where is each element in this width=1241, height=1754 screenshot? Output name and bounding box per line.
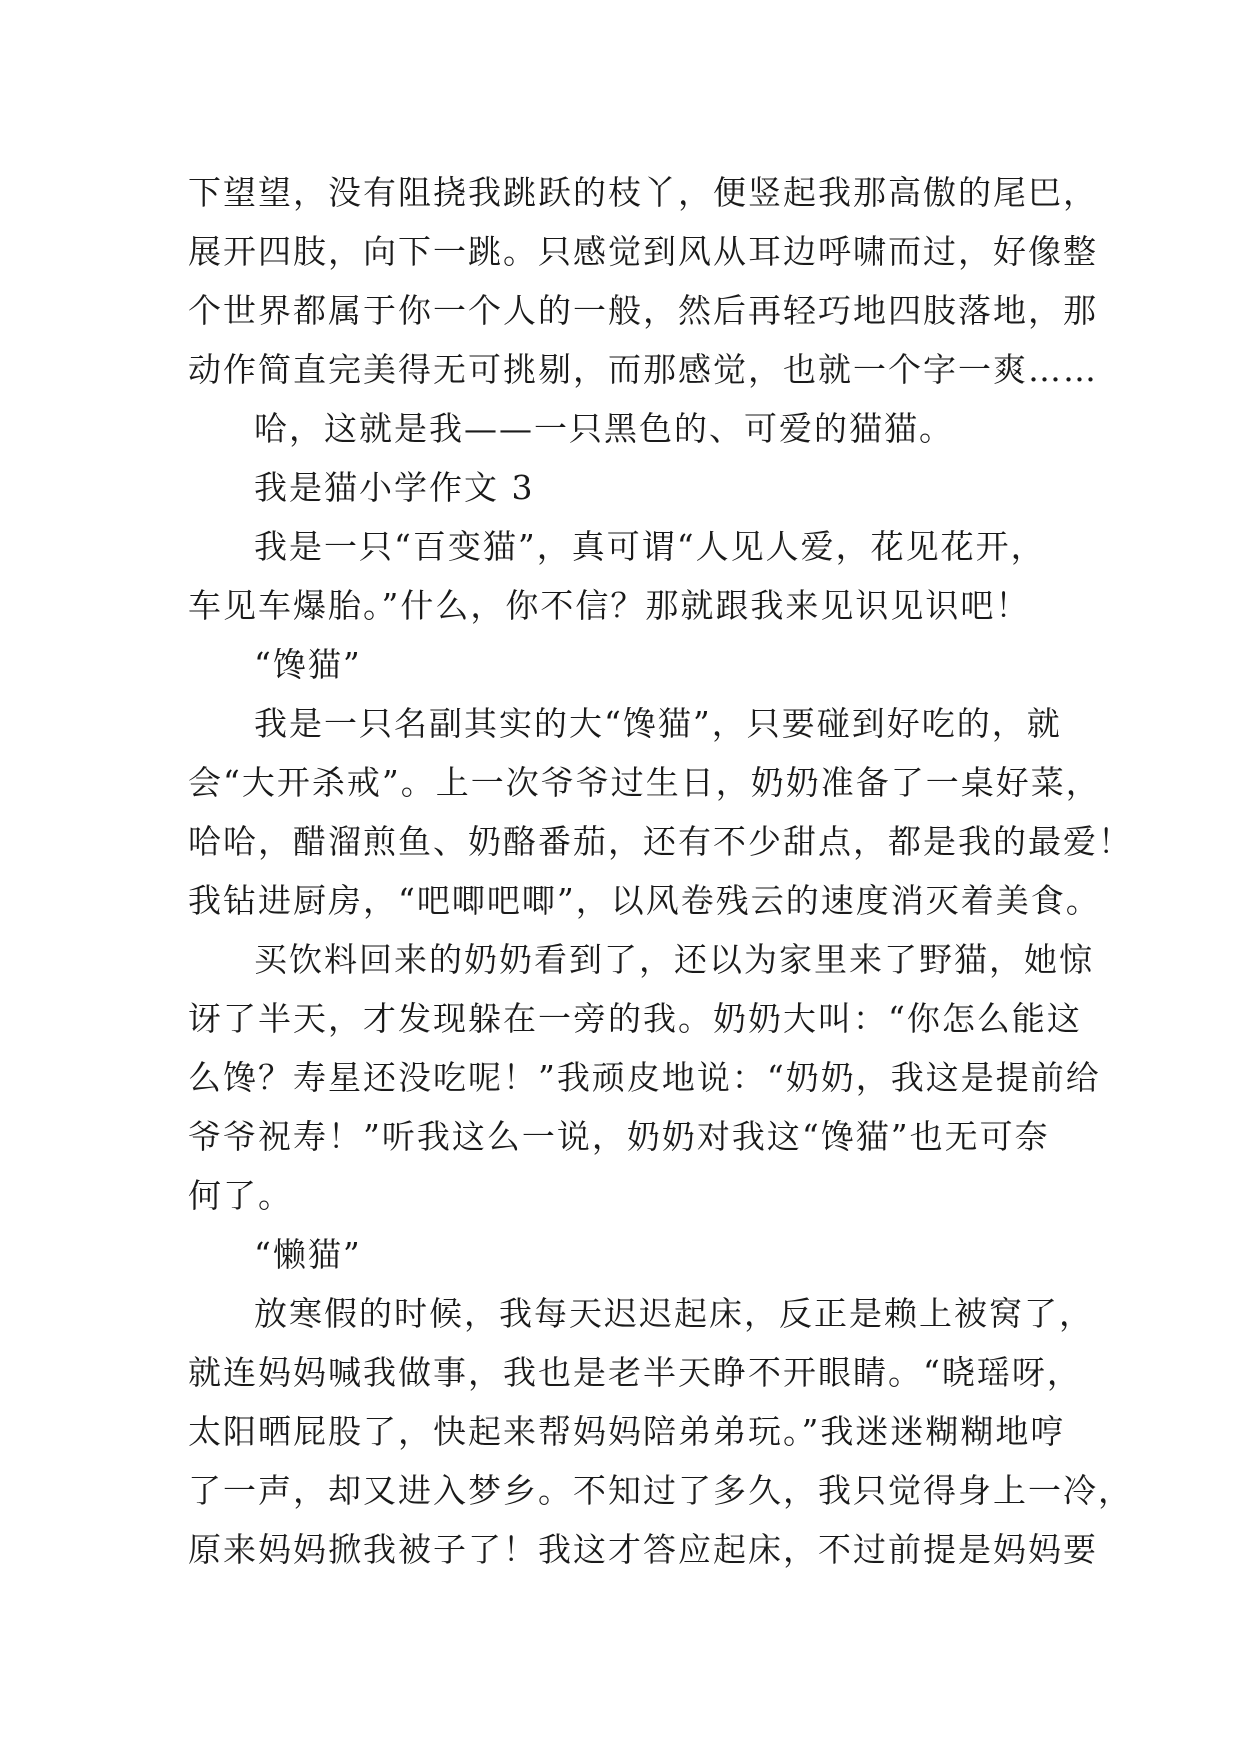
text-line: 动作简直完美得无可挑剔，而那感觉，也就一个字一爽…… bbox=[188, 350, 1098, 389]
text-line: 我是一只“百变猫”，真可谓“人见人爱，花见花开， bbox=[254, 527, 1046, 566]
text-line: 爷爷祝寿！”听我这么一说，奶奶对我这“馋猫”也无可奈 bbox=[188, 1117, 1050, 1156]
text-line: 哈哈，醋溜煎鱼、奶酪番茄，还有不少甜点，都是我的最爱！ bbox=[188, 822, 1133, 861]
essay-text bbox=[188, 163, 1133, 1579]
text-line: 我是一只名副其实的大“馋猫”，只要碰到好吃的，就 bbox=[254, 704, 1062, 743]
text-line: 太阳晒屁股了，快起来帮妈妈陪弟弟玩。”我迷迷糊糊地哼 bbox=[188, 1412, 1066, 1451]
text-line: 我钻进厨房，“吧唧吧唧”，以风卷残云的速度消灭着美食。 bbox=[188, 881, 1101, 920]
text-line: 哈，这就是我——一只黑色的、可爱的猫猫。 bbox=[254, 409, 954, 448]
subheading: “懒猫” bbox=[254, 1235, 362, 1274]
text-line: 会“大开杀戒”。上一次爷爷过生日，奶奶准备了一桌好菜， bbox=[188, 763, 1101, 802]
text-line: 个世界都属于你一个人的一般，然后再轻巧地四肢落地，那 bbox=[188, 291, 1098, 330]
text-line: 就连妈妈喊我做事，我也是老半天睁不开眼睛。“晓瑶呀， bbox=[188, 1353, 1082, 1392]
text-line: 放寒假的时候，我每天迟迟起床，反正是赖上被窝了， bbox=[254, 1294, 1094, 1333]
text-line: 下望望，没有阻挠我跳跃的枝丫，便竖起我那高傲的尾巴， bbox=[188, 173, 1098, 212]
text-line: 车见车爆胎。”什么，你不信？那就跟我来见识见识吧！ bbox=[188, 586, 1031, 625]
text-line: 原来妈妈掀我被子了！我这才答应起床，不过前提是妈妈要 bbox=[188, 1530, 1098, 1569]
text-line: 展开四肢，向下一跳。只感觉到风从耳边呼啸而过，好像整 bbox=[188, 232, 1098, 271]
text-line: 讶了半天，才发现躲在一旁的我。奶奶大叫：“你怎么能这 bbox=[188, 999, 1082, 1038]
text-line: 买饮料回来的奶奶看到了，还以为家里来了野猫，她惊 bbox=[254, 940, 1094, 979]
text-line: 何了。 bbox=[188, 1176, 293, 1215]
text-line: 了一声，却又进入梦乡。不知过了多久，我只觉得身上一冷， bbox=[188, 1471, 1133, 1510]
section-title: 我是猫小学作文 3 bbox=[254, 468, 535, 507]
text-line: 么馋？寿星还没吃呢！”我顽皮地说：“奶奶，我这是提前给 bbox=[188, 1058, 1101, 1097]
subheading: “馋猫” bbox=[254, 645, 362, 684]
